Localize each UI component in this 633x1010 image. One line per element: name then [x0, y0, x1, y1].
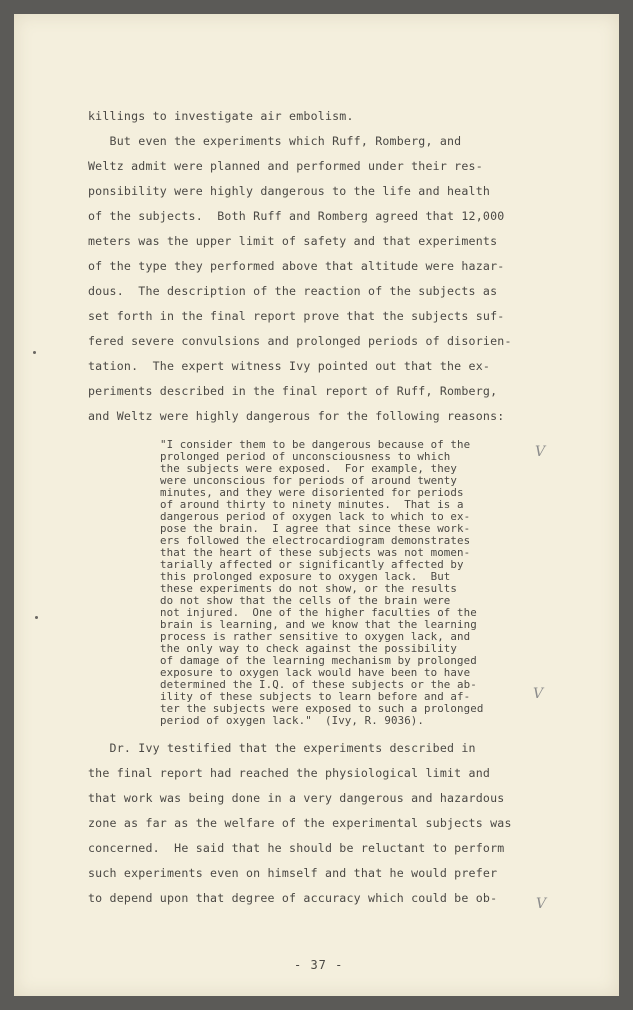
text-line: periments described in the final report of Ruff, Romberg,	[88, 384, 498, 398]
quote-line: not injured. One of the higher faculties of the	[160, 606, 477, 619]
text-line: dous. The description of the reaction of the subjects as	[88, 284, 498, 298]
quote-line: pose the brain. I agree that since these work-	[160, 522, 471, 535]
quote-line: period of oxygen lack." (Ivy, R. 9036).	[160, 714, 425, 727]
text-line: of the type they performed above that altitude were hazar-	[88, 259, 505, 273]
quote-line: process is rather sensitive to oxygen lack, and	[160, 630, 471, 643]
quote-line: do not show that the cells of the brain were	[160, 594, 451, 607]
margin-check-mark: V	[533, 686, 544, 702]
quote-line: of damage of the learning mechanism by prolonged	[160, 654, 477, 667]
margin-speck	[35, 616, 38, 619]
quote-line: minutes, and they were disoriented for periods	[160, 486, 464, 499]
text-line: But even the experiments which Ruff, Romberg, and	[88, 134, 462, 148]
text-line: ponsibility were highly dangerous to the life and health	[88, 184, 491, 198]
quote-line: were unconscious for periods of around twenty	[160, 474, 458, 487]
quote-line: prolonged period of unconsciousness to which	[160, 450, 451, 463]
quote-line: brain is learning, and we know that the learning	[160, 618, 477, 631]
text-line: Dr. Ivy testified that the experiments described in	[88, 741, 476, 755]
quote-line: determined the I.Q. of these subjects or the ab-	[160, 678, 477, 691]
quote-line: the only way to check against the possibility	[160, 642, 458, 655]
quote-line: ter the subjects were exposed to such a prolonged	[160, 702, 484, 715]
quote-line: tarially affected or significantly affected by	[160, 558, 464, 571]
quote-line: "I consider them to be dangerous because of the	[160, 438, 471, 451]
margin-check-mark: V	[536, 896, 547, 912]
margin-check-mark: V	[535, 444, 546, 460]
page-number: - 37 -	[294, 958, 344, 972]
text-line: concerned. He said that he should be reluctant to perform	[88, 841, 505, 855]
text-line: meters was the upper limit of safety and that experiments	[88, 234, 498, 248]
text-line: fered severe convulsions and prolonged periods of disorien-	[88, 334, 512, 348]
text-line: zone as far as the welfare of the experimental subjects was	[88, 816, 512, 830]
quote-line: the subjects were exposed. For example, they	[160, 462, 458, 475]
text-line: killings to investigate air embolism.	[88, 109, 354, 123]
quote-line: ers followed the electrocardiogram demonstrates	[160, 534, 471, 547]
text-line: set forth in the final report prove that the subjects suf-	[88, 309, 505, 323]
quote-line: this prolonged exposure to oxygen lack. But	[160, 570, 451, 583]
text-line: such experiments even on himself and that he would prefer	[88, 866, 498, 880]
quote-line: ility of these subjects to learn before and af-	[160, 690, 471, 703]
text-line: tation. The expert witness Ivy pointed out that the ex-	[88, 359, 491, 373]
text-line: Weltz admit were planned and performed under their res-	[88, 159, 483, 173]
text-line: and Weltz were highly dangerous for the following reasons:	[88, 409, 505, 423]
quote-line: exposure to oxygen lack would have been to have	[160, 666, 471, 679]
text-line: of the subjects. Both Ruff and Romberg agreed that 12,000	[88, 209, 505, 223]
quote-line: that the heart of these subjects was not momen-	[160, 546, 471, 559]
text-line: to depend upon that degree of accuracy which could be ob-	[88, 891, 498, 905]
text-line: the final report had reached the physiological limit and	[88, 766, 491, 780]
quote-line: of around thirty to ninety minutes. That is a	[160, 498, 464, 511]
quote-line: these experiments do not show, or the results	[160, 582, 458, 595]
margin-speck	[33, 351, 36, 354]
quote-line: dangerous period of oxygen lack to which to ex-	[160, 510, 471, 523]
document-page	[14, 14, 619, 996]
text-line: that work was being done in a very dangerous and hazardous	[88, 791, 505, 805]
